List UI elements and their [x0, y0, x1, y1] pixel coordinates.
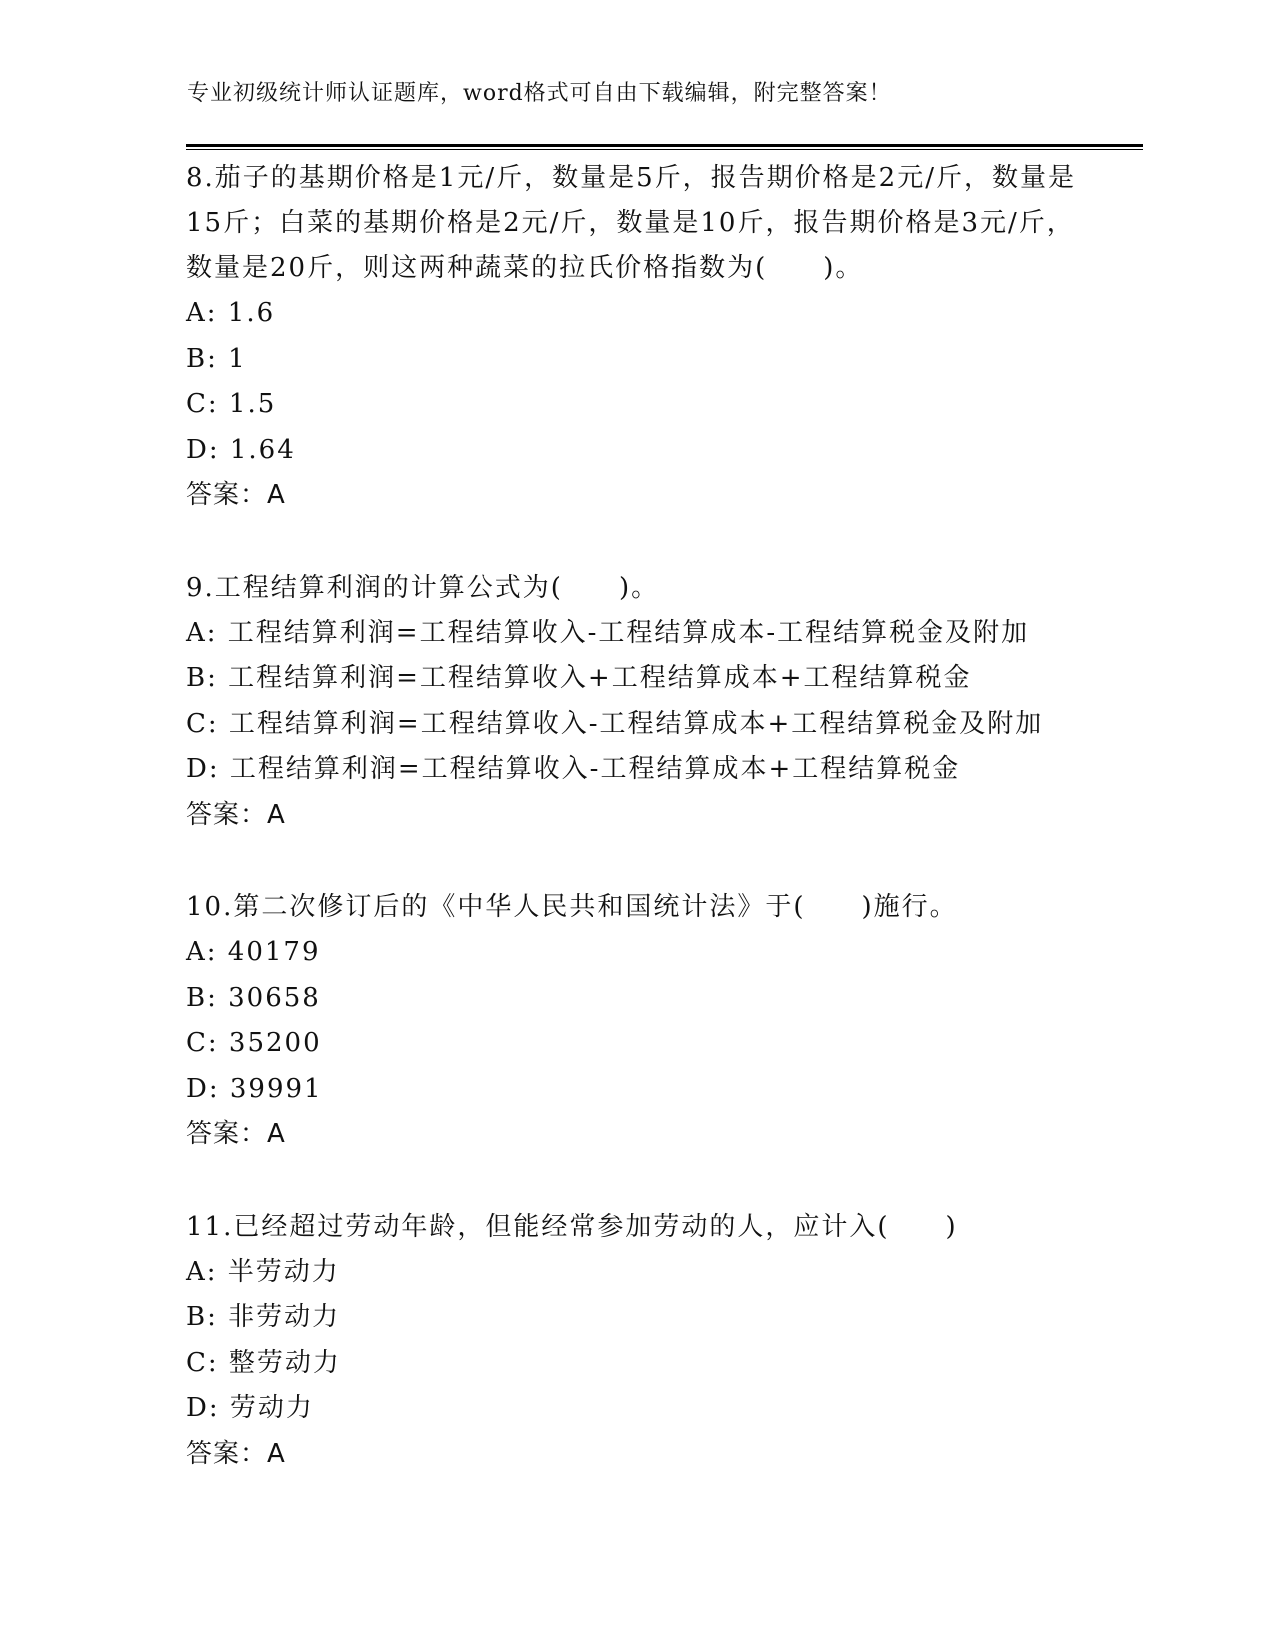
question-list [186, 156, 1086, 1524]
question-10 [186, 885, 1086, 1158]
question-9 [186, 566, 1086, 839]
question-stem: 11.已经超过劳动年龄，但能经常参加劳动的人，应计入( ) [186, 1211, 958, 1242]
option-a: A: 1.6 [186, 298, 276, 328]
answer-line: 答案：A [186, 1119, 286, 1149]
option-a: A: 工程结算利润=工程结算收入-工程结算成本-工程结算税金及附加 [186, 617, 1030, 648]
header-divider [186, 144, 1143, 150]
option-a: A: 40179 [186, 937, 321, 967]
question-8 [186, 156, 1086, 519]
answer-line: 答案：A [186, 1438, 286, 1469]
option-b: B: 非劳动力 [186, 1302, 341, 1332]
option-c: C: 整劳动力 [186, 1347, 341, 1378]
question-stem: 8.茄子的基期价格是1元/斤，数量是5斤，报告期价格是2元/斤，数量是15斤；白菜的基期价格是2元/斤，数量是10斤，报告期价格是3元/斤，数量是20斤，则这两种蔬菜的拉氏价格指数为( )。 [186, 163, 1076, 283]
answer-line: 答案：A [186, 799, 286, 830]
option-c: C: 35200 [186, 1028, 322, 1058]
question-stem: 9.工程结算利润的计算公式为( )。 [186, 572, 660, 603]
option-b: B: 1 [186, 343, 247, 374]
option-d: D: 工程结算利润=工程结算收入-工程结算成本+工程结算税金 [186, 754, 961, 784]
option-b: B: 工程结算利润=工程结算收入+工程结算成本+工程结算税金 [186, 663, 972, 693]
option-b: B: 30658 [186, 982, 321, 1013]
answer-line: 答案：A [186, 480, 286, 510]
option-d: D: 1.64 [186, 434, 296, 465]
option-d: D: 39991 [186, 1073, 323, 1104]
option-d: D: 劳动力 [186, 1393, 314, 1423]
question-stem: 10.第二次修订后的《中华人民共和国统计法》于( )施行。 [186, 892, 958, 922]
option-c: C: 工程结算利润=工程结算收入-工程结算成本+工程结算税金及附加 [186, 708, 1044, 739]
option-c: C: 1.5 [186, 389, 277, 419]
option-a: A: 半劳动力 [186, 1256, 340, 1287]
page-header: 专业初级统计师认证题库，word格式可自由下载编辑，附完整答案！ [187, 81, 892, 106]
question-11 [186, 1205, 1086, 1478]
